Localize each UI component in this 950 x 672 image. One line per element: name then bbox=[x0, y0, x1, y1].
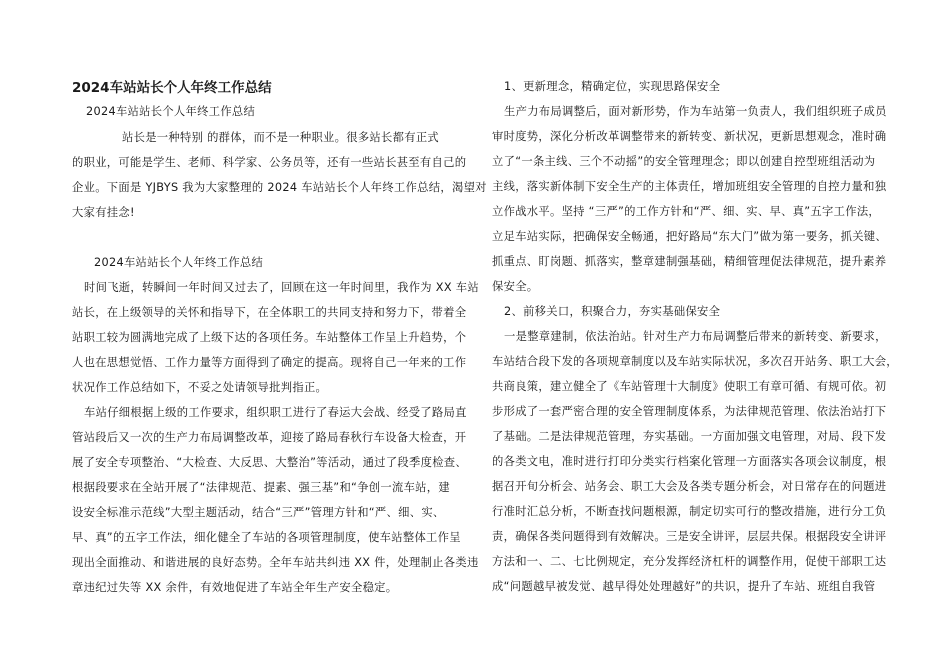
body-line: 展了安全专项整治、“大检查、大反思、大整治”等活动，通过了段季度检查、 bbox=[72, 456, 468, 469]
body-line: 早、真”的五字工作法，细化健全了车站的各项管理制度，使车站整体工作呈 bbox=[72, 531, 461, 544]
body-line: 立作战水平。坚持 “三严”的工作方针和“严、细、实、早、真”五字工作法， bbox=[492, 205, 881, 218]
body-line: 车站仔细根据上级的工作要求，组织职工进行了春运大会战、经受了路局直 bbox=[84, 406, 467, 419]
body-line: 步形成了一套严密合理的安全管理制度体系，为法律规范管理、依法治站打下 bbox=[492, 405, 887, 418]
document-title: 2024车站站长个人年终工作总结 bbox=[72, 80, 272, 96]
body-line: 行准时汇总分析，不断查找问题根源，制定切实可行的整改措施，进行分工负 bbox=[492, 505, 887, 518]
intro-line: 大家有挂念! bbox=[72, 206, 135, 219]
body-line: 设安全标准示范线”大型主题活动，结合“三严”管理方针和“严、细、实、 bbox=[72, 506, 445, 519]
body-line: 成“问题越早被发觉、越早得处处理越好”的共识，提升了车站、班组自我管 bbox=[492, 580, 876, 593]
body-line: 主线，落实新体制下安全生产的主体责任，增加班组安全管理的自控力量和独 bbox=[492, 180, 887, 193]
body-line: 管站段后又一次的生产力布局调整改革，迎接了路局春秋行车设备大检查，开 bbox=[72, 431, 467, 444]
body-line: 站长，在上级领导的关怀和指导下，在全体职工的共同支持和努力下，带着全 bbox=[72, 306, 467, 319]
body-line: 车站结合段下发的各项规章制度以及车站实际状况，多次召开站务、职工大会， bbox=[492, 355, 898, 368]
body-line: 时间飞逝，转瞬间一年时间又过去了，回顾在这一年时间里，我作为 XX 车站 bbox=[84, 281, 479, 294]
body-line: 共商良策，建立健全了《车站管理十大制度》使职工有章可循、有规可依。初 bbox=[492, 380, 887, 393]
body-line: 立足车站实际，把确保安全畅通，把好路局“东大门”做为第一要务，抓关键、 bbox=[492, 230, 888, 243]
subtitle-line: 2024车站站长个人年终工作总结 bbox=[86, 105, 256, 118]
body-line: 的各类文电，准时进行打印分类实行档案化管理一方面落实各项会议制度，根 bbox=[492, 455, 887, 468]
body-line: 保安全。 bbox=[492, 280, 539, 293]
body-line: 根据段要求在全站开展了“法律规范、提素、强三基”和“争创一流车站，建 bbox=[72, 481, 450, 494]
body-line: 现出全面推动、和谐进展的良好态势。全年车站共纠违 XX 件，处理制止各类违 bbox=[72, 556, 479, 569]
body-line: 一是整章建制，依法治站。针对生产力布局调整后带来的新转变、新要求， bbox=[504, 330, 887, 343]
section-heading: 2024车站站长个人年终工作总结 bbox=[94, 256, 264, 269]
body-line: 人也在思想觉悟、工作力量等方面得到了确定的提高。现将自己一年来的工作 bbox=[72, 356, 467, 369]
body-line: 抓重点、盯岗题、抓落实，整章建制强基础，精细管理促法律规范，提升素养 bbox=[492, 255, 887, 268]
body-line: 章违纪过失等 XX 余件，有效地促进了车站全年生产安全稳定。 bbox=[72, 581, 398, 594]
body-line: 状况作工作总结如下，不妥之处请领导批判指正。 bbox=[72, 381, 328, 394]
body-line: 责，确保各类问题得到有效解决。三是安全讲评，层层共保。根据段安全讲评 bbox=[492, 530, 887, 543]
body-line: 据召开旬分析会、站务会、职工大会及各类专题分析会，对日常存在的问题进 bbox=[492, 480, 887, 493]
intro-line: 企业。下面是 YJBYS 我为大家整理的 2024 车站站长个人年终工作总结，渴望对 bbox=[72, 181, 487, 194]
intro-line: 站长是一种特别 的群体，而不是一种职业。很多站长都有正式 bbox=[122, 131, 440, 144]
body-line: 立了“一条主线、三个不动摇”的安全管理理念；即以创建自控型班组活动为 bbox=[492, 155, 876, 168]
section-heading: 1、更新理念，精确定位，实现思路保安全 bbox=[504, 80, 721, 93]
body-line: 方法和一、二、七比例规定，充分发挥经济杠杆的调整作用，促使干部职工达 bbox=[492, 555, 887, 568]
body-line: 审时度势，深化分析改革调整带来的新转变、新状况，更新思想观念，准时确 bbox=[492, 130, 887, 143]
body-line: 站职工较为圆满地完成了上级下达的各项任务。车站整体工作呈上升趋势，个 bbox=[72, 331, 467, 344]
body-line: 了基础。二是法律规范管理，夯实基础。一方面加强文电管理，对局、段下发 bbox=[492, 430, 887, 443]
section-heading: 2、前移关口，积聚合力，夯实基础保安全 bbox=[504, 305, 721, 318]
body-line: 生产力布局调整后，面对新形势，作为车站第一负责人，我们组织班子成员 bbox=[504, 105, 887, 118]
intro-line: 的职业，可能是学生、老师、科学家、公务员等，还有一些站长甚至有自己的 bbox=[72, 156, 467, 169]
